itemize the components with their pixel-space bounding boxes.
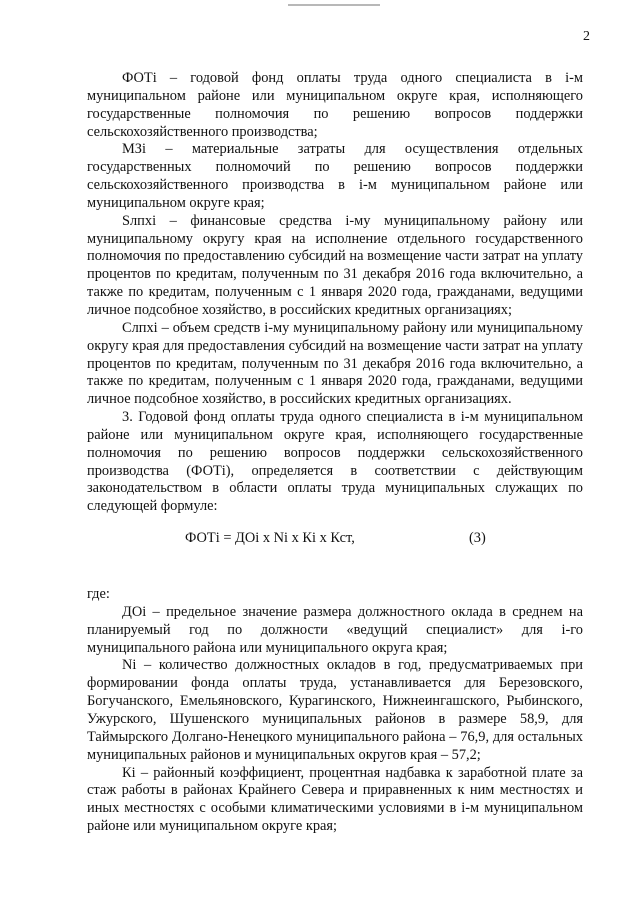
definition-k: Кi – районный коэффициент, процентная надбавка к заработной плате за стаж работы в районах Крайнего Севера и приравненных к ним местностях и иных местностях с особыми климатическими условиями в i-м муниципальном районе или муниципальном округе края; <box>87 764 583 835</box>
document-body <box>87 70 583 836</box>
clause-3: 3. Годовой фонд оплаты труда одного специалиста в i-м муниципальном районе или муниципальном округе края, исполняющего государственные полномочия по решению вопросов поддержки сельскохозяйственного производства (ФОТi), определяется в соответствии с действующим законодательством в области оплаты труда муниципальных служащих по следующей формуле: <box>87 409 583 515</box>
formula-expression: ФОТi = ДОi х Ni х Кi х Кст, <box>185 530 355 547</box>
top-scan-mark <box>288 4 380 6</box>
definition-slphi-financial: Sлпхi – финансовые средства i-му муниципальному району или муниципальному округу края на исполнение отдельного государственного полномочия по предоставлению субсидий на возмещение части затрат на уплату процентов по кредитам, полученным по 31 декабря 2016 года включительно, а также по кредитам, полученным с 1 января 2020 года, гражданами, ведущими личное подсобное хозяйство, в российских кредитных организациях; <box>87 212 583 318</box>
definition-do: ДОi – предельное значение размера должностного оклада в среднем на планируемый год по должности «ведущий специалист» для i-го муниципального района или муниципального округа края; <box>87 603 583 656</box>
where-label: где: <box>87 586 110 603</box>
formula-number: (3) <box>469 530 486 547</box>
definition-fot: ФОТi – годовой фонд оплаты труда одного специалиста в i-м муниципальном районе или муниципальном округе края, исполняющего государственные полномочия по решению вопросов поддержки сельскохозяйственного производства; <box>87 70 583 140</box>
page-number: 2 <box>583 29 590 44</box>
formula-3 <box>87 524 583 560</box>
definition-n: Ni – количество должностных окладов в год, предусматриваемых при формировании фонда оплаты труда, устанавливается для Березовского, Богучанского, Емельяновского, Курагинского, Нижнеингашского, Рыбинского, Ужурского, Шушенского муниципальных районов в размере 58,9, для Таймырского Долгано-Ненецкого муниципального района – 76,9, для остальных муниципальных районов и муниципальных округов края – 57,2; <box>87 657 583 763</box>
definition-slphi-volume: Слпхi – объем средств i-му муниципальному району или муниципальному округу края для предоставления субсидий на возмещение части затрат на уплату процентов по кредитам, полученным по 31 декабря 2016 года включительно, а также по кредитам, полученным с 1 января 2020 года, гражданами, ведущими личное подсобное хозяйство, в российских кредитных организациях. <box>87 319 583 408</box>
definition-mz: МЗi – материальные затраты для осуществления отдельных государственных полномочий по решению вопросов поддержки сельскохозяйственного производства в i-м муниципальном районе или муниципальном округе края; <box>87 141 583 211</box>
